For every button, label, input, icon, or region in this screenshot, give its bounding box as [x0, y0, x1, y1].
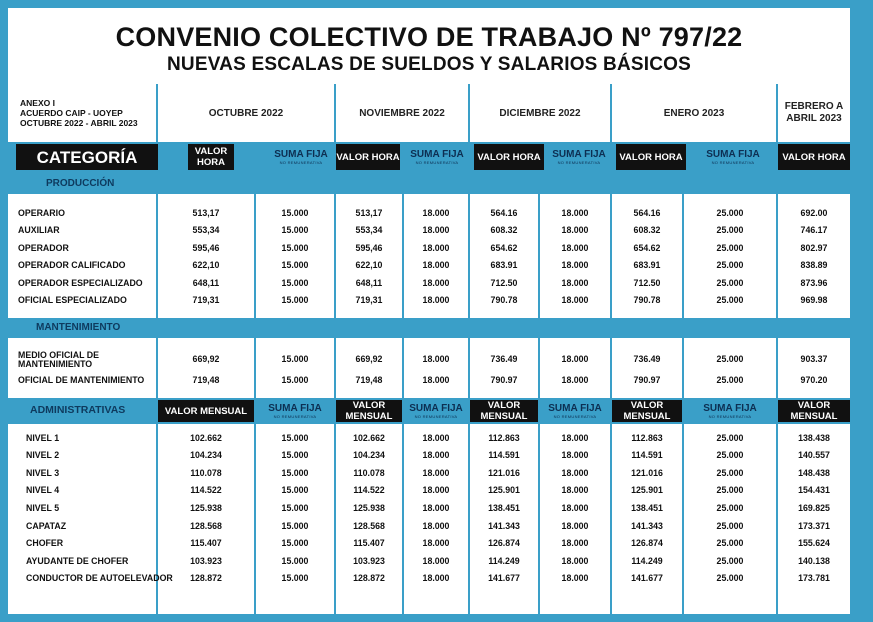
value-cell: 553,34 — [355, 225, 383, 235]
value-cell: 654.62 — [490, 242, 518, 253]
value-cell: 25.000 — [716, 467, 744, 478]
value-cell: 802.97 — [800, 242, 828, 253]
section-mantenimiento: MANTENIMIENTO — [36, 322, 121, 333]
value-cell: 595,46 — [355, 242, 383, 253]
value-cell: 138.438 — [798, 432, 830, 443]
value-cell: 746.17 — [800, 225, 828, 235]
value-cell: 18.000 — [422, 277, 450, 288]
value-cell: 648,11 — [192, 277, 220, 288]
value-cell: 669,92 — [355, 353, 383, 364]
value-cell: 25.000 — [716, 450, 744, 461]
table-row — [8, 292, 850, 309]
value-cell: 121.016 — [488, 467, 520, 478]
suma-fija-label: SUMA FIJA — [409, 402, 463, 414]
value-cell: 25.000 — [716, 207, 744, 218]
value-cell: 25.000 — [716, 260, 744, 270]
value-cell: 622,10 — [192, 260, 220, 270]
suma-fija-label: SUMA FIJA — [274, 148, 328, 160]
value-cell: 15.000 — [281, 374, 309, 385]
value-cell: 15.000 — [281, 450, 309, 461]
table-row — [8, 570, 850, 587]
value-cell: 114.249 — [488, 555, 520, 566]
value-cell: 683.91 — [490, 260, 518, 270]
value-cell: 125.938 — [190, 502, 222, 513]
value-cell: 719,48 — [192, 374, 220, 385]
section-produccion: PRODUCCIÓN — [46, 178, 115, 189]
table-cell-bg — [470, 338, 538, 398]
value-cell: 18.000 — [561, 520, 589, 531]
value-cell: 25.000 — [716, 485, 744, 496]
value-cell: 969.98 — [800, 295, 828, 305]
value-cell: 115.407 — [190, 538, 222, 549]
valor-mensual-header: VALOR MENSUAL — [470, 400, 538, 422]
value-cell: 18.000 — [422, 502, 450, 513]
table-row — [8, 499, 850, 516]
no-remunerativa-label: NO REMUNERATIVA — [279, 159, 323, 165]
value-cell: 18.000 — [422, 374, 450, 385]
suma-fija-header — [404, 144, 470, 170]
value-cell: 25.000 — [716, 295, 744, 305]
valor-mensual-header: VALOR MENSUAL — [778, 400, 850, 422]
table-row — [8, 535, 850, 552]
table-row — [8, 464, 850, 481]
table-cell-bg — [336, 338, 402, 398]
valor-hora-header: VALOR HORA — [778, 144, 850, 170]
table-row — [8, 517, 850, 534]
value-cell: 838.89 — [800, 260, 828, 270]
valor-hora-header: VALOR HORA — [616, 144, 686, 170]
value-cell: 608.32 — [633, 225, 661, 235]
document-subtitle: NUEVAS ESCALAS DE SUELDOS Y SALARIOS BÁSICOS — [167, 54, 691, 75]
value-cell: 125.901 — [631, 485, 663, 496]
value-cell: 608.32 — [490, 225, 518, 235]
category-name: AYUDANTE DE CHOFER — [26, 555, 129, 566]
value-cell: 125.938 — [353, 502, 385, 513]
value-cell: 103.923 — [353, 555, 385, 566]
period-header-ene: ENERO 2023 — [612, 84, 776, 142]
value-cell: 683.91 — [633, 260, 661, 270]
value-cell: 25.000 — [716, 520, 744, 531]
value-cell: 25.000 — [716, 555, 744, 566]
value-cell: 18.000 — [422, 207, 450, 218]
value-cell: 25.000 — [716, 353, 744, 364]
no-remunerativa-label: NO REMUNERATIVA — [414, 413, 458, 419]
value-cell: 15.000 — [281, 295, 309, 305]
table-cell-bg — [684, 338, 776, 398]
table-row — [8, 482, 850, 499]
value-cell: 18.000 — [561, 485, 589, 496]
value-cell: 114.522 — [353, 485, 385, 496]
table-cell-bg — [158, 338, 254, 398]
table-row — [8, 350, 850, 367]
value-cell: 595,46 — [192, 242, 220, 253]
value-cell: 173.781 — [798, 573, 830, 584]
category-name: NIVEL 4 — [26, 485, 60, 496]
value-cell: 141.343 — [631, 520, 663, 531]
no-remunerativa-label: NO REMUNERATIVA — [553, 413, 597, 419]
value-cell: 18.000 — [561, 432, 589, 443]
value-cell: 712.50 — [490, 277, 518, 288]
value-cell: 648,11 — [355, 277, 383, 288]
category-name: NIVEL 5 — [26, 502, 60, 513]
value-cell: 15.000 — [281, 277, 309, 288]
value-cell: 15.000 — [281, 573, 309, 584]
value-cell: 110.078 — [190, 467, 222, 478]
value-cell: 18.000 — [561, 260, 589, 270]
value-cell: 104.234 — [353, 450, 385, 461]
value-cell: 114.522 — [190, 485, 222, 496]
suma-fija-label: SUMA FIJA — [706, 148, 760, 160]
table-row — [8, 552, 850, 569]
value-cell: 18.000 — [561, 225, 589, 235]
table-cell-bg — [540, 338, 610, 398]
annex-text — [20, 98, 138, 128]
value-cell: 141.343 — [488, 520, 520, 531]
value-cell: 564.16 — [490, 207, 518, 218]
value-cell: 18.000 — [561, 450, 589, 461]
no-remunerativa-label: NO REMUNERATIVA — [557, 159, 601, 165]
value-cell: 790.78 — [490, 295, 518, 305]
valor-hora-header: VALOR HORA — [336, 144, 400, 170]
valor-hora-header: VALOR HORA — [474, 144, 544, 170]
value-cell: 18.000 — [561, 353, 589, 364]
category-name: OPERADOR — [18, 242, 69, 253]
category-name: CHOFER — [26, 538, 64, 549]
value-cell: 126.874 — [488, 538, 520, 549]
value-cell: 18.000 — [561, 242, 589, 253]
value-cell: 719,31 — [192, 295, 220, 305]
salary-scale-document — [8, 8, 850, 614]
value-cell: 15.000 — [281, 502, 309, 513]
category-name: AUXILIAR — [18, 225, 60, 235]
period-header-feb-abr: FEBRERO A ABRIL 2023 — [778, 84, 850, 142]
value-cell: 790.78 — [633, 295, 661, 305]
value-cell: 513,17 — [355, 207, 383, 218]
table-cell-bg — [612, 338, 682, 398]
value-cell: 114.591 — [631, 450, 663, 461]
category-name: NIVEL 1 — [26, 432, 60, 443]
category-name: NIVEL 3 — [26, 467, 60, 478]
value-cell: 128.872 — [353, 573, 385, 584]
value-cell: 18.000 — [561, 538, 589, 549]
value-cell: 25.000 — [716, 502, 744, 513]
category-name: OPERADOR ESPECIALIZADO — [18, 277, 143, 288]
value-cell: 18.000 — [422, 225, 450, 235]
value-cell: 18.000 — [422, 242, 450, 253]
value-cell: 112.863 — [488, 432, 520, 443]
value-cell: 140.557 — [798, 450, 830, 461]
value-cell: 115.407 — [353, 538, 385, 549]
annex-line: ACUERDO CAIP - UOYEP — [20, 108, 123, 118]
value-cell: 128.568 — [353, 520, 385, 531]
value-cell: 18.000 — [561, 295, 589, 305]
value-cell: 112.863 — [631, 432, 663, 443]
value-cell: 18.000 — [561, 467, 589, 478]
valor-hora-header: VALOR HORA — [188, 144, 234, 170]
value-cell: 114.249 — [631, 555, 663, 566]
value-cell: 103.923 — [190, 555, 222, 566]
category-name: OPERADOR CALIFICADO — [18, 260, 126, 270]
value-cell: 155.624 — [798, 538, 830, 549]
value-cell: 719,48 — [355, 374, 383, 385]
document-title: CONVENIO COLECTIVO DE TRABAJO Nº 797/22 — [115, 22, 743, 52]
suma-fija-label: SUMA FIJA — [268, 402, 322, 414]
suma-fija-header — [404, 400, 468, 422]
value-cell: 18.000 — [561, 277, 589, 288]
value-cell: 15.000 — [281, 555, 309, 566]
valor-mensual-header: VALOR MENSUAL — [336, 400, 402, 422]
value-cell: 18.000 — [422, 295, 450, 305]
value-cell: 140.138 — [798, 555, 830, 566]
value-cell: 790.97 — [490, 374, 518, 385]
value-cell: 25.000 — [716, 225, 744, 235]
suma-fija-label: SUMA FIJA — [703, 402, 757, 414]
value-cell: 18.000 — [561, 207, 589, 218]
value-cell: 25.000 — [716, 374, 744, 385]
value-cell: 126.874 — [631, 538, 663, 549]
value-cell: 18.000 — [422, 432, 450, 443]
table-row — [8, 222, 850, 239]
value-cell: 970.20 — [800, 374, 828, 385]
categoria-header: CATEGORÍA — [16, 144, 158, 170]
category-name: OFICIAL DE MANTENIMIENTO — [18, 374, 145, 385]
value-cell: 622,10 — [355, 260, 383, 270]
value-cell: 18.000 — [422, 573, 450, 584]
value-cell: 873.96 — [800, 277, 828, 288]
value-cell: 102.662 — [190, 432, 222, 443]
value-cell: 553,34 — [192, 225, 220, 235]
value-cell: 125.901 — [488, 485, 520, 496]
value-cell: 18.000 — [422, 538, 450, 549]
table-cell-bg — [256, 338, 334, 398]
value-cell: 654.62 — [633, 242, 661, 253]
value-cell: 15.000 — [281, 538, 309, 549]
value-cell: 138.451 — [631, 502, 663, 513]
value-cell: 18.000 — [561, 374, 589, 385]
annex-line: ANEXO I — [20, 98, 55, 108]
no-remunerativa-label: NO REMUNERATIVA — [273, 413, 317, 419]
suma-fija-label: SUMA FIJA — [410, 148, 464, 160]
suma-fija-header — [256, 400, 334, 422]
table-row — [8, 447, 850, 464]
value-cell: 712.50 — [633, 277, 661, 288]
value-cell: 719,31 — [355, 295, 383, 305]
no-remunerativa-label: NO REMUNERATIVA — [711, 159, 755, 165]
value-cell: 513,17 — [192, 207, 220, 218]
category-name: MEDIO OFICIAL DE MANTENIMIENTO — [18, 350, 99, 369]
value-cell: 18.000 — [422, 450, 450, 461]
value-cell: 15.000 — [281, 485, 309, 496]
value-cell: 138.451 — [488, 502, 520, 513]
value-cell: 169.825 — [798, 502, 830, 513]
no-remunerativa-label: NO REMUNERATIVA — [415, 159, 459, 165]
value-cell: 15.000 — [281, 432, 309, 443]
suma-fija-header — [264, 144, 338, 170]
table-row — [8, 257, 850, 274]
category-name: NIVEL 2 — [26, 450, 60, 461]
value-cell: 669,92 — [192, 353, 220, 364]
value-cell: 141.677 — [488, 573, 520, 584]
period-header-dic: DICIEMBRE 2022 — [470, 84, 610, 142]
value-cell: 790.97 — [633, 374, 661, 385]
valor-mensual-header: VALOR MENSUAL — [612, 400, 682, 422]
table-row — [8, 239, 850, 256]
category-name: OPERARIO — [18, 207, 65, 218]
value-cell: 121.016 — [631, 467, 663, 478]
section-administrativas: ADMINISTRATIVAS — [30, 404, 126, 416]
value-cell: 15.000 — [281, 520, 309, 531]
period-header-nov: NOVIEMBRE 2022 — [336, 84, 468, 142]
value-cell: 173.371 — [798, 520, 830, 531]
suma-fija-header — [688, 144, 778, 170]
value-cell: 141.677 — [631, 573, 663, 584]
value-cell: 15.000 — [281, 467, 309, 478]
category-name: CONDUCTOR DE AUTOELEVADOR — [26, 573, 173, 584]
value-cell: 25.000 — [716, 432, 744, 443]
value-cell: 148.438 — [798, 467, 830, 478]
value-cell: 110.078 — [353, 467, 385, 478]
table-row — [8, 274, 850, 291]
table-row — [8, 204, 850, 221]
value-cell: 18.000 — [422, 467, 450, 478]
value-cell: 15.000 — [281, 242, 309, 253]
value-cell: 104.234 — [190, 450, 222, 461]
value-cell: 114.591 — [488, 450, 520, 461]
value-cell: 154.431 — [798, 485, 830, 496]
value-cell: 18.000 — [561, 573, 589, 584]
value-cell: 15.000 — [281, 225, 309, 235]
no-remunerativa-label: NO REMUNERATIVA — [708, 413, 752, 419]
suma-fija-header — [546, 144, 612, 170]
value-cell: 128.872 — [190, 573, 222, 584]
value-cell: 25.000 — [716, 242, 744, 253]
suma-fija-label: SUMA FIJA — [548, 402, 602, 414]
value-cell: 15.000 — [281, 207, 309, 218]
table-cell-bg — [778, 338, 850, 398]
value-cell: 18.000 — [422, 260, 450, 270]
annex-line: OCTUBRE 2022 - ABRIL 2023 — [20, 118, 138, 128]
valor-mensual-header: VALOR MENSUAL — [158, 400, 254, 422]
value-cell: 25.000 — [716, 277, 744, 288]
suma-fija-header — [540, 400, 610, 422]
value-cell: 15.000 — [281, 353, 309, 364]
value-cell: 564.16 — [633, 207, 661, 218]
value-cell: 903.37 — [800, 353, 828, 364]
suma-fija-header — [684, 400, 776, 422]
value-cell: 692.00 — [800, 207, 828, 218]
value-cell: 25.000 — [716, 538, 744, 549]
table-row — [8, 429, 850, 446]
period-header-oct: OCTUBRE 2022 — [158, 84, 334, 142]
value-cell: 18.000 — [422, 555, 450, 566]
suma-fija-label: SUMA FIJA — [552, 148, 606, 160]
value-cell: 18.000 — [561, 555, 589, 566]
value-cell: 102.662 — [353, 432, 385, 443]
category-name: OFICIAL ESPECIALIZADO — [18, 295, 127, 305]
value-cell: 736.49 — [490, 353, 518, 364]
value-cell: 25.000 — [716, 573, 744, 584]
value-cell: 128.568 — [190, 520, 222, 531]
value-cell: 18.000 — [422, 520, 450, 531]
table-cell-bg — [404, 338, 468, 398]
value-cell: 18.000 — [422, 485, 450, 496]
value-cell: 15.000 — [281, 260, 309, 270]
value-cell: 736.49 — [633, 353, 661, 364]
value-cell: 18.000 — [422, 353, 450, 364]
title-box — [8, 8, 850, 84]
category-name: CAPATAZ — [26, 520, 67, 531]
table-row — [8, 371, 850, 388]
value-cell: 18.000 — [561, 502, 589, 513]
